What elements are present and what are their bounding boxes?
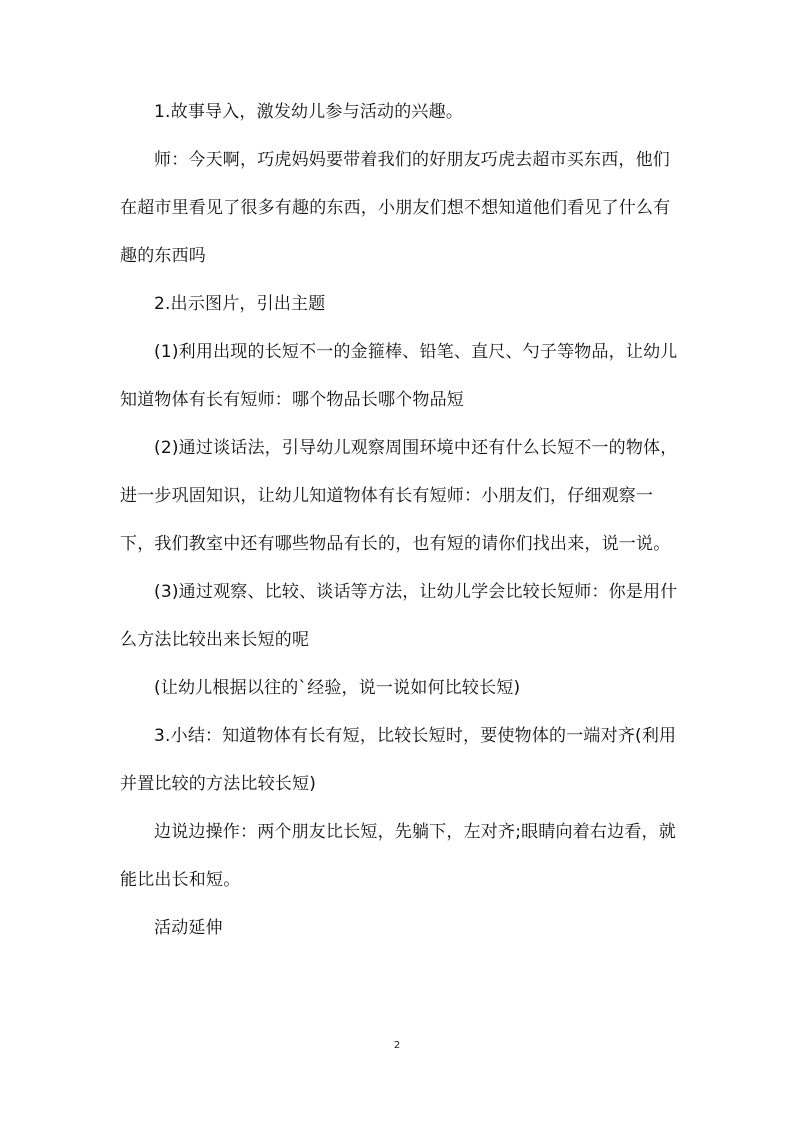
paragraph-step-2: (2)通过谈话法，引导幼儿观察周围环境中还有什么长短不一的物体，进一步巩固知识，让幼儿知道物体有长有短师：小朋友们，仔细观察一下，我们教室中还有哪些物品有长的，也有短的请你们找出来，说一说。 xyxy=(120,438,678,554)
paragraph-operation: 边说边操作：两个朋友比长短，先躺下，左对齐;眼睛向着右边看，就能比出长和短。 xyxy=(120,822,676,890)
document-body xyxy=(120,88,680,952)
paragraph-summary: 3.小结：知道物体有长有短，比较长短时，要使物体的一端对齐(利用并置比较的方法比较长短) xyxy=(120,726,677,794)
paragraph-step-3: (3)通过观察、比较、谈话等方法，让幼儿学会比较长短师：你是用什么方法比较出来长短的呢 xyxy=(120,582,678,650)
paragraph-teacher-speech: 师：今天啊，巧虎妈妈要带着我们的好朋友巧虎去超市买东西，他们在超市里看见了很多有趣的东西，小朋友们想不想知道他们看见了什么有趣的东西吗 xyxy=(120,150,671,266)
paragraph-story-intro: 1.故事导入，激发幼儿参与活动的兴趣。 xyxy=(154,102,464,122)
paragraph-show-pictures: 2.出示图片，引出主题 xyxy=(154,294,326,314)
paragraph-experience-note: (让幼儿根据以往的`经验，说一说如何比较长短) xyxy=(154,678,521,698)
paragraph-extension-heading: 活动延伸 xyxy=(154,918,223,938)
paragraph-step-1: (1)利用出现的长短不一的金箍棒、铅笔、直尺、勺子等物品，让幼儿知道物体有长有短师：哪个物品长哪个物品短 xyxy=(120,342,678,410)
page-number: 2 xyxy=(393,1040,401,1051)
